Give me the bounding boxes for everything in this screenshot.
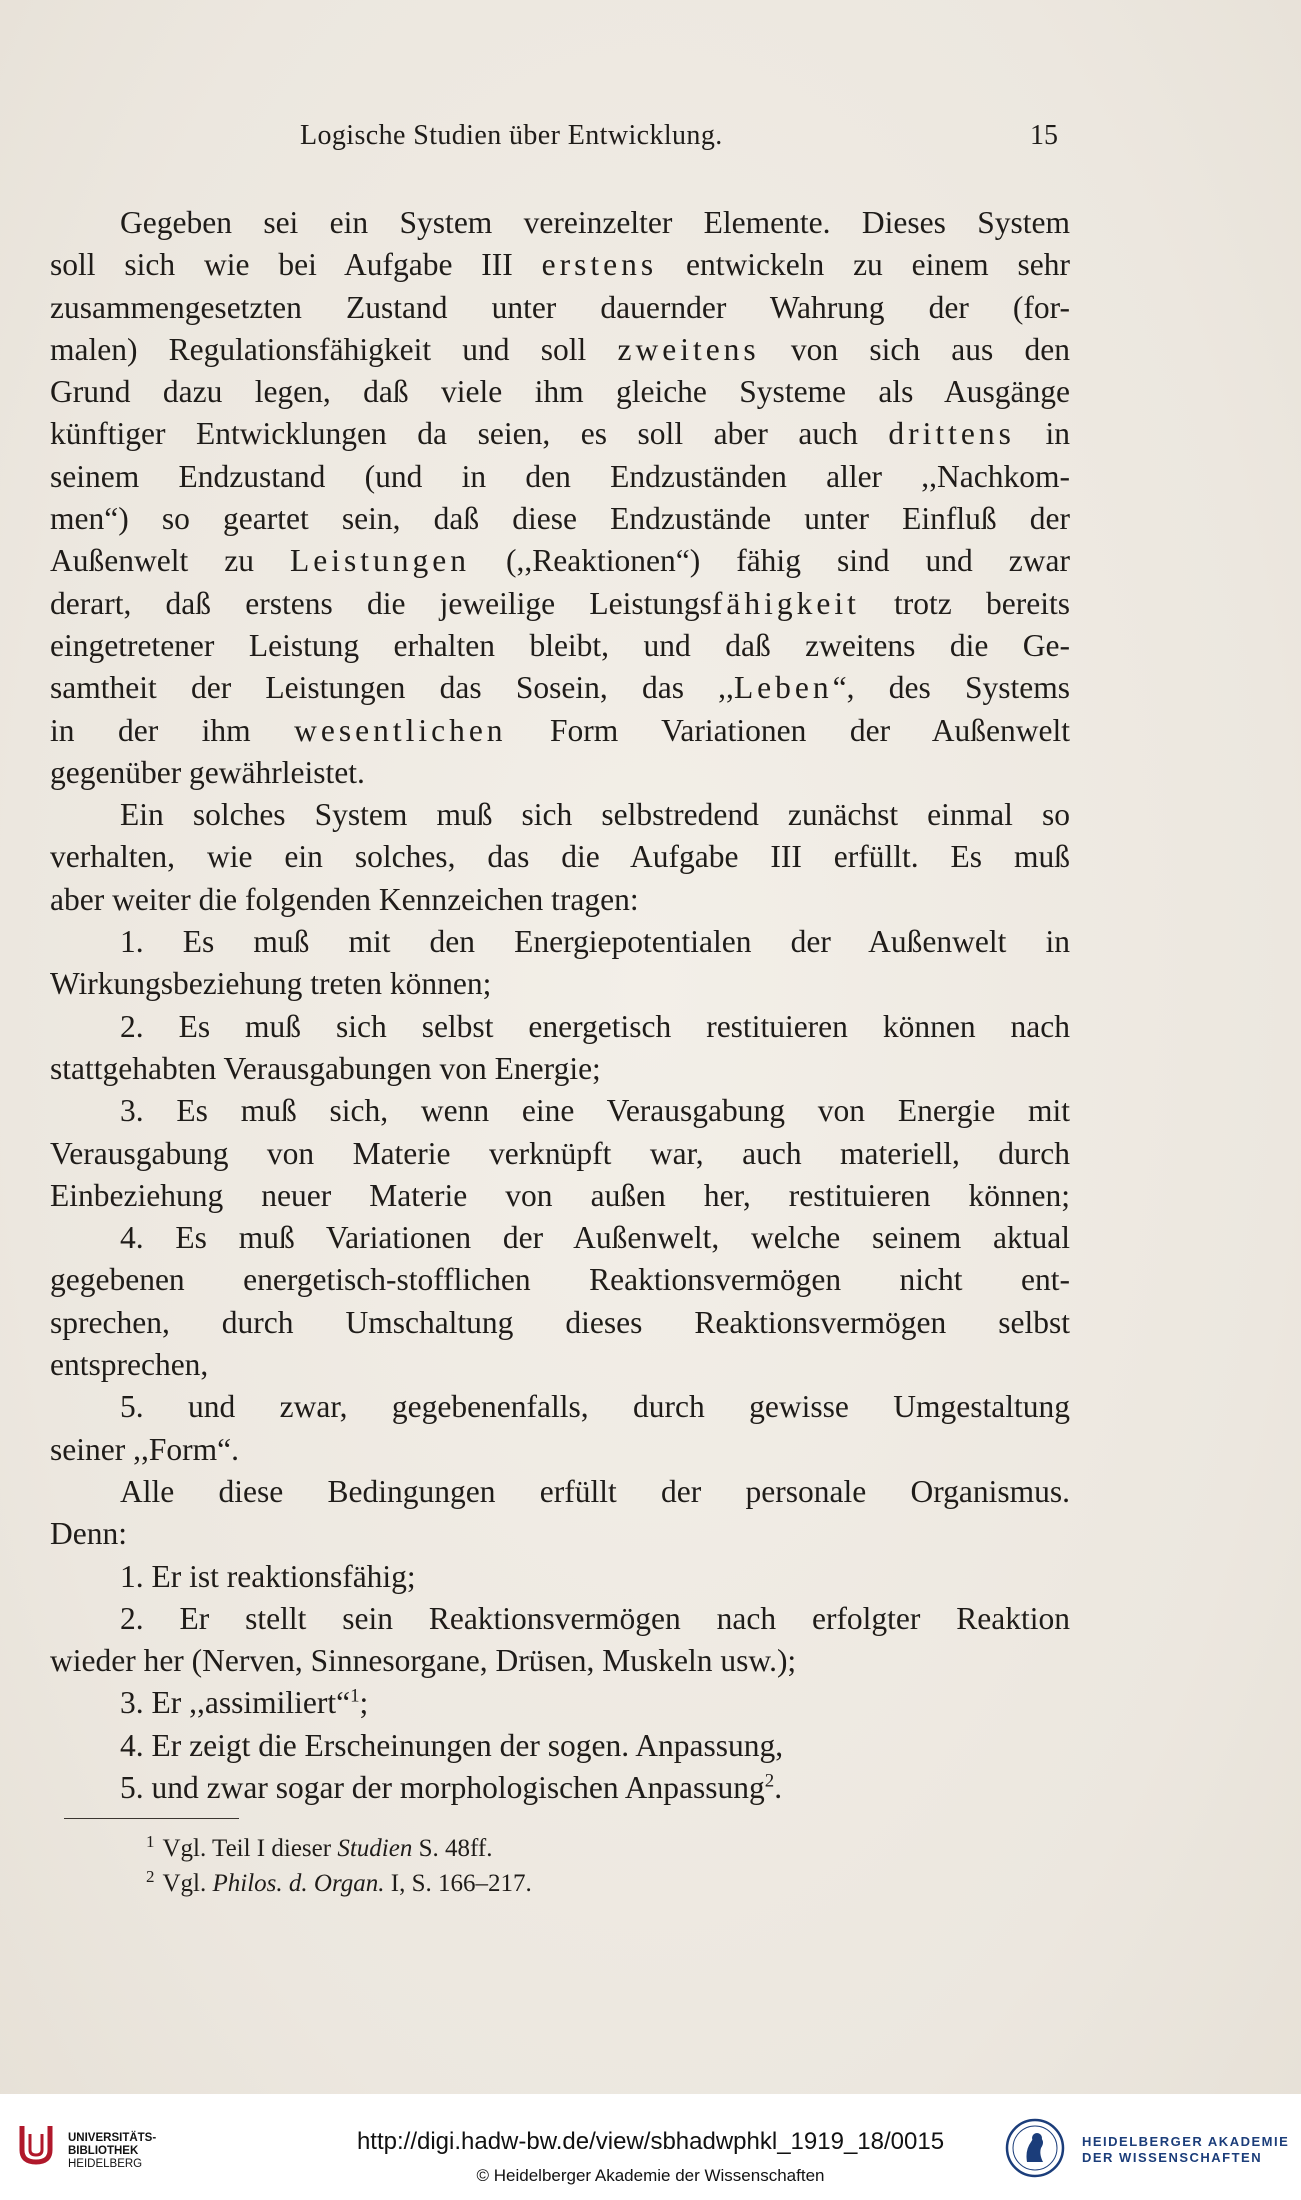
list-item: 5. und zwar, gegebenenfalls, durch gewisse Umgestaltung xyxy=(120,1389,1070,1425)
text-line: eingetretener Leistung erhalten bleibt, und daß zweitens die Ge- xyxy=(50,627,1070,663)
text-line: seiner ,,Form“. xyxy=(50,1431,239,1467)
text-line: malen) Regulationsfähigkeit und soll zweitens von sich aus den xyxy=(50,331,1070,367)
text-line: men“) so geartet sein, daß diese Endzustände unter Einfluß der xyxy=(50,501,1070,537)
list-item: 2. Er stellt sein Reaktionsvermögen nach erfolgter Reaktion xyxy=(120,1600,1070,1636)
footnote: $^2$ Vgl. Philos. d. Organ. I, S. 166–217. xyxy=(146,1866,532,1897)
text-line: Einbeziehung neuer Materie von außen her, restituieren können; xyxy=(50,1177,1070,1213)
text-line: derart, daß erstens die jeweilige Leistungsfähigkeit trotz bereits xyxy=(50,585,1070,621)
digitization-footer xyxy=(0,2094,1301,2200)
emphasized-word: drittens xyxy=(888,416,1015,452)
text-line: entsprechen, xyxy=(50,1347,209,1383)
text-line: wieder her (Nerven, Sinnesorgane, Drüsen, Muskeln usw.); xyxy=(50,1643,797,1679)
list-item: 4. Es muß Variationen der Außenwelt, welche seinem aktual xyxy=(120,1220,1070,1256)
copyright-notice: © Heidelberger Akademie der Wissenschaften xyxy=(476,2166,825,2185)
emphasized-word: wesentlichen xyxy=(294,712,507,748)
text-line: aber weiter die folgenden Kennzeichen tragen: xyxy=(50,881,639,917)
text-line: seinem Endzustand (und in den Endzuständen aller ,,Nachkom- xyxy=(50,458,1070,494)
footnote-ref: 1 xyxy=(350,1685,360,1707)
list-item: 1. Er ist reaktionsfähig; xyxy=(120,1558,416,1594)
text-line: stattgehabten Verausgabungen von Energie; xyxy=(50,1050,601,1086)
text-line: Grund dazu legen, daß viele ihm gleiche Systeme als Ausgänge xyxy=(50,374,1070,410)
text-line: zusammengesetzten Zustand unter dauernder Wahrung der (for- xyxy=(50,289,1070,325)
academy-seal-icon xyxy=(1005,2118,1065,2178)
university-library-label: UNIVERSITÄTS- BIBLIOTHEK HEIDELBERG xyxy=(68,2132,157,2170)
text-line: gegebenen energetisch-stofflichen Reaktionsvermögen nicht ent- xyxy=(50,1262,1070,1298)
footnote-ref: 2 xyxy=(764,1770,775,1792)
text-line: Außenwelt zu Leistungen (,,Reaktionen“) fähig sind und zwar xyxy=(50,543,1070,579)
page-header xyxy=(50,120,1070,160)
academy-label: HEIDELBERGER AKADEMIE DER WISSENSCHAFTEN xyxy=(1082,2134,1290,2165)
text-line: in der ihm wesentlichen Form Variationen der Außenwelt xyxy=(50,712,1070,748)
page-number: 15 xyxy=(1030,120,1058,151)
text-line: Denn: xyxy=(50,1516,127,1552)
running-title: Logische Studien über Entwicklung. xyxy=(300,120,723,151)
text-line: gegenüber gewährleistet. xyxy=(50,754,365,790)
emphasized-word: erstens xyxy=(541,247,658,283)
list-item: 5. und zwar sogar der morphologischen Anpassung$^2$. xyxy=(120,1769,783,1805)
list-item: 3. Es muß sich, wenn eine Verausgabung von Energie mit xyxy=(120,1093,1070,1129)
list-item: 1. Es muß mit den Energiepotentialen der Außenwelt in xyxy=(120,924,1070,960)
text-line: samtheit der Leistungen das Sosein, das ,,Leben“, des Systems xyxy=(50,670,1070,706)
list-item: 4. Er zeigt die Erscheinungen der sogen. Anpassung, xyxy=(120,1727,784,1763)
footnote: $^1$ Vgl. Teil I dieser Studien S. 48ff. xyxy=(146,1831,493,1862)
text-line: Wirkungsbeziehung treten können; xyxy=(50,966,492,1002)
text-line: Alle diese Bedingungen erfüllt der personale Organismus. xyxy=(120,1473,1070,1509)
text-line: Verausgabung von Materie verknüpft war, auch materiell, durch xyxy=(50,1135,1070,1171)
emphasized-word: Leistungen xyxy=(290,543,470,579)
text-line: verhalten, wie ein solches, das die Aufgabe III erfüllt. Es muß xyxy=(50,839,1070,875)
list-item: 2. Es muß sich selbst energetisch restituieren können nach xyxy=(120,1008,1070,1044)
text-line: sprechen, durch Umschaltung dieses Reaktionsvermögen selbst xyxy=(50,1304,1070,1340)
text-line: künftiger Entwicklungen da seien, es soll aber auch drittens in xyxy=(50,416,1070,452)
text-line: soll sich wie bei Aufgabe III erstens entwickeln zu einem sehr xyxy=(50,247,1070,283)
text-line: Gegeben sei ein System vereinzelter Elemente. Dieses System xyxy=(120,205,1070,240)
text-line: Ein solches System muß sich selbstredend zunächst einmal so xyxy=(120,797,1070,833)
emphasized-word: zweitens xyxy=(617,331,760,367)
list-item: 3. Er ,,assimiliert“$^1$; xyxy=(120,1685,369,1721)
footnotes xyxy=(50,1818,1070,1901)
body-text xyxy=(50,202,1070,1809)
emphasized-word: fähigkeit xyxy=(711,585,860,621)
source-url-link[interactable]: http://digi.hadw-bw.de/view/sbhadwphkl_1919_18/0015 xyxy=(356,2128,945,2155)
emphasized-word: Leben xyxy=(733,670,833,706)
